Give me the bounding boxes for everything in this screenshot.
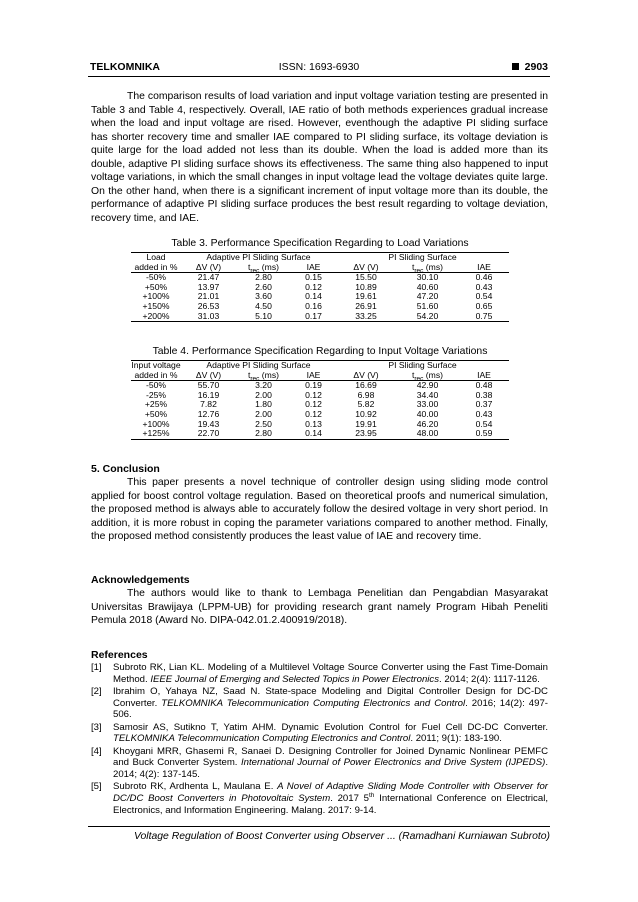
- table-cell: 0.15: [305, 272, 322, 283]
- table-cell: 31.03: [181, 312, 236, 322]
- table-cell: 33.00: [416, 399, 439, 410]
- table-cell: 3.60: [255, 291, 272, 302]
- table4-header-dv: ΔV (V): [181, 371, 236, 381]
- table-cell: 0.43: [475, 281, 493, 292]
- table3-header-dv2: ΔV (V): [336, 263, 396, 273]
- table-cell: +125%: [131, 429, 181, 439]
- table-cell: 0.16: [305, 300, 322, 311]
- table-cell: 0.14: [305, 291, 322, 302]
- journal-name: TELKOMNIKA: [90, 61, 160, 73]
- table-cell: 0.12: [305, 399, 322, 410]
- table3-group-adaptive: Adaptive PI Sliding Surface: [181, 253, 336, 263]
- table-cell: 2.00: [255, 389, 272, 400]
- table-cell: 22.70: [181, 429, 236, 439]
- table-cell: 19.43: [197, 418, 220, 429]
- table-cell: 3.20: [255, 380, 272, 391]
- table-cell: 51.60: [416, 300, 439, 311]
- table-cell: 16.69: [355, 380, 377, 391]
- reference-item: [5] Subroto RK, Ardhenta L, Maulana E. A Novel of Adaptive Sliding Mode Controller with Observer for DC/DC Boost Converters in Photovoltaic System. 2017 5th International Conference on Electrical, Electronics, and Information Engineering. Malang. 2017: 9-14.: [91, 781, 548, 816]
- table-cell: +50%: [144, 408, 168, 419]
- square-bullet-icon: [512, 63, 519, 70]
- table3-header-iae2: IAE: [459, 263, 509, 273]
- table-cell: 7.82: [200, 399, 217, 410]
- table-cell: 2.50: [255, 418, 272, 429]
- table-cell: +150%: [142, 300, 170, 311]
- table-cell: -50%: [145, 380, 167, 391]
- table-cell: 26.91: [355, 300, 377, 311]
- table3-header-iae: IAE: [291, 263, 336, 273]
- table-cell: 0.38: [475, 389, 493, 400]
- table4-title: Table 4. Performance Specification Regarding to Input Voltage Variations: [152, 346, 488, 357]
- table-cell: 10.89: [355, 281, 377, 292]
- table-cell: 26.53: [197, 300, 220, 311]
- acknowledgements-text: The authors would like to thank to Lembaga Penelitian dan Pengabdian Masyarakat Universitas Brawijaya (LPPM-UB) for providing research grant namely Program Hibah Peneliti Pemula 2018 (Award No. DIPA-042.01.2.400919/2018).: [91, 588, 548, 626]
- table4-header-iae: IAE: [291, 371, 336, 381]
- intro-paragraph: The comparison results of load variation and input voltage variation testing are presented in Table 3 and Table 4, respectively. Overall, IAE ratio of both methods experiences gradual increase when the load and input voltage are rised. However, eventhough the adaptive PI sliding surface has shorter recovery time and smaller IAE compared to PI sliding surface, its voltage deviation is quite large for the load added not less than its double. When the load is added more than its double, adaptive PI sliding surface shows its effectiveness. The same thing also happened to input voltage variations, in which the small changes in input voltage lead the voltage deviates quite large. On the other hand, when there is a significant increment of input voltage more than its double, the performance of adaptive PI sliding surface produces the best result regarding to voltage deviation, recovery time, and IAE.: [91, 91, 548, 224]
- table-cell: 54.20: [396, 312, 459, 322]
- table-cell: 10.92: [355, 408, 377, 419]
- table-cell: 19.91: [355, 418, 377, 429]
- table-cell: 0.46: [475, 272, 493, 283]
- table3-body: [131, 273, 509, 322]
- table-cell: 40.60: [416, 281, 439, 292]
- table-cell: 0.19: [305, 380, 322, 391]
- table-cell: +100%: [142, 418, 170, 429]
- table3-header-dv: ΔV (V): [181, 263, 236, 273]
- table4-header-trec: $t_{rec}$ (ms): [236, 371, 291, 381]
- table3-title: Table 3. Performance Specification Regarding to Load Variations: [171, 238, 469, 249]
- page-footer: Voltage Regulation of Boost Converter using Observer ... (Ramadhani Kurniawan Subroto): [88, 826, 550, 842]
- conclusion-heading: 5. Conclusion: [91, 463, 160, 475]
- table-cell: 2.00: [255, 408, 272, 419]
- page-header: [88, 60, 550, 77]
- table-cell: 0.48: [475, 380, 493, 391]
- table-cell: 0.43: [475, 408, 493, 419]
- table-cell: 2.80: [255, 272, 272, 283]
- table3-header-trec: $t_{rec}$ (ms): [236, 263, 291, 273]
- table3: [131, 252, 509, 322]
- table-cell: 0.54: [475, 291, 493, 302]
- reference-item: [4] Khoygani MRR, Ghasemi R, Sanaei D. Designing Controller for Joined Dynamic Nonlinear PEMFC and Buck Converter System. International Journal of Power Electronics and Drive System (IJPEDS). 2014; 4(2): 137-145.: [91, 745, 548, 781]
- table-cell: 0.54: [475, 418, 493, 429]
- table4-col0-line1: Input voltage: [131, 360, 181, 370]
- references-heading: References: [91, 649, 148, 661]
- table-cell: 2.60: [255, 281, 272, 292]
- table-cell: 0.59: [459, 429, 509, 439]
- reference-item: [2] Ibrahim O, Yahaya NZ, Saad N. State-space Modeling and Digital Controller Design for DC-DC Converter. TELKOMNIKA Telecommunication Computing Electronics and Control. 2016; 14(2): 497-506.: [91, 686, 548, 721]
- table-cell: 40.00: [416, 408, 439, 419]
- table4: [131, 360, 509, 440]
- page-number: [512, 61, 548, 73]
- table4-header-iae2: IAE: [459, 371, 509, 381]
- table-cell: 47.20: [416, 291, 439, 302]
- table3-col0-line1: Load: [131, 253, 181, 263]
- table3-header-trec2: $t_{rec}$ (ms): [396, 263, 459, 273]
- table4-col0-line2: added in %: [131, 371, 181, 381]
- table-cell: +50%: [144, 281, 168, 292]
- table4-group-adaptive: Adaptive PI Sliding Surface: [181, 361, 336, 371]
- table-cell: 5.82: [357, 399, 375, 410]
- reference-item: [3] Samosir AS, Sutikno T, Yatim AHM. Dynamic Evolution Control for Fuel Cell DC-DC Converter. TELKOMNIKA Telecommunication Computing Electronics and Control. 2011; 9(1): 183-190.: [91, 721, 548, 745]
- table-cell: 0.12: [305, 408, 322, 419]
- table-cell: 16.19: [197, 389, 220, 400]
- table-cell: 1.80: [255, 399, 272, 410]
- table-cell: 0.12: [305, 389, 322, 400]
- table-cell: -25%: [145, 389, 167, 400]
- table3-col0-line2: added in %: [131, 263, 181, 273]
- table-cell: 48.00: [396, 429, 459, 439]
- table-cell: +25%: [144, 399, 168, 410]
- table-cell: 2.80: [236, 429, 291, 439]
- table-cell: 30.10: [416, 272, 439, 283]
- table4-header-dv2: ΔV (V): [336, 371, 396, 381]
- table4-body: [131, 381, 509, 440]
- page-number-value: 2903: [524, 61, 548, 73]
- reference-item: [1] Subroto RK, Lian KL. Modeling of a Multilevel Voltage Source Converter using the Fast Time-Domain Method. IEEE Journal of Emerging and Selected Topics in Power Electronics. 2014; 2(4): 1117-1126.: [91, 662, 548, 685]
- table-cell: 0.37: [475, 399, 493, 410]
- table-row: [131, 312, 509, 322]
- table3-group-pi: PI Sliding Surface: [336, 253, 509, 263]
- table-cell: 13.97: [197, 281, 220, 292]
- table-cell: 19.61: [355, 291, 377, 302]
- acknowledgements-heading: Acknowledgements: [91, 574, 190, 586]
- table-cell: 0.12: [305, 281, 322, 292]
- table-cell: 5.10: [236, 312, 291, 322]
- table-cell: 15.50: [355, 272, 377, 283]
- table-cell: +200%: [131, 312, 181, 322]
- table-cell: 12.76: [197, 408, 220, 419]
- table-row: [131, 429, 509, 439]
- table-cell: 33.25: [336, 312, 396, 322]
- table-cell: 42.90: [416, 380, 439, 391]
- table-cell: 0.75: [459, 312, 509, 322]
- conclusion-text: This paper presents a novel technique of controller design using sliding mode control applied for boost control voltage regulation. Based on theoretical proofs and numerical simulation, the proposed method is always able to accurately follow the desired voltage in very short period. In addition, it is more robust in coping the parameter variations compared to another method. Finally, the proposed method consistently produces the least value of IAE and recovery time.: [91, 477, 548, 542]
- table-cell: 0.13: [305, 418, 322, 429]
- table-cell: 4.50: [255, 300, 272, 311]
- table-cell: 21.01: [197, 291, 220, 302]
- issn: ISSN: 1693-6930: [278, 61, 360, 73]
- table-cell: 23.95: [336, 429, 396, 439]
- table-cell: +100%: [142, 291, 170, 302]
- table-cell: 46.20: [416, 418, 439, 429]
- table-cell: 0.65: [475, 300, 493, 311]
- table-cell: 55.70: [197, 380, 220, 391]
- table-cell: 0.17: [291, 312, 336, 322]
- table-cell: 34.40: [416, 389, 439, 400]
- table4-group-pi: PI Sliding Surface: [336, 361, 509, 371]
- table4-header-trec2: $t_{rec}$ (ms): [396, 371, 459, 381]
- references-list: [91, 662, 548, 817]
- table-cell: 6.98: [357, 389, 375, 400]
- table-cell: -50%: [145, 272, 167, 283]
- table-cell: 21.47: [197, 272, 220, 283]
- table-cell: 0.14: [291, 429, 336, 439]
